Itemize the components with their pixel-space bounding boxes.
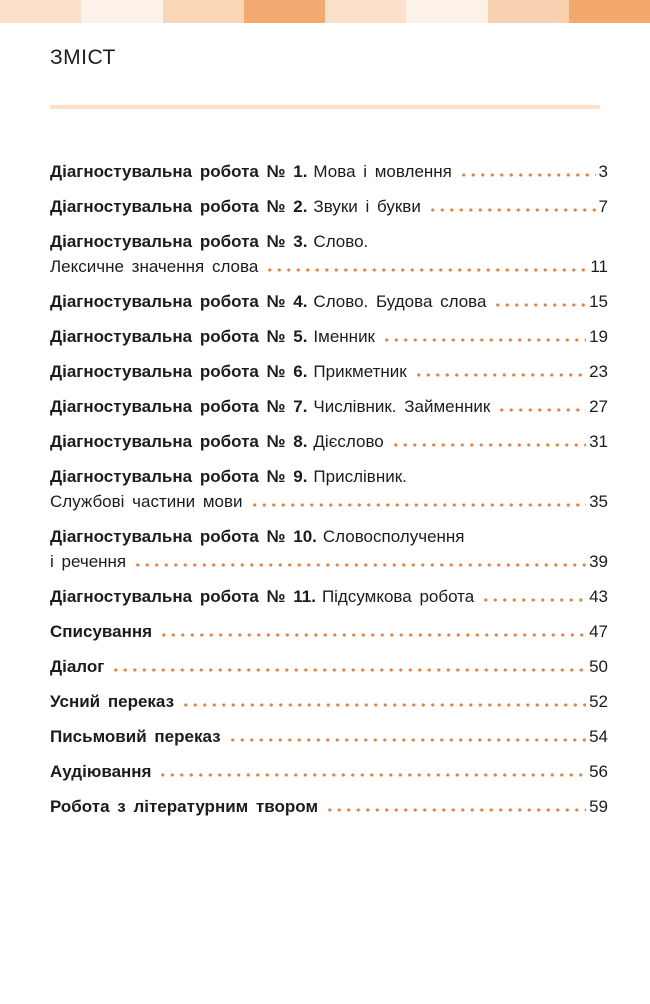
entry-subtitle: Звуки і букви <box>313 197 421 216</box>
entry-line <box>50 289 608 314</box>
page-number: 39 <box>589 552 608 571</box>
toc-entry <box>50 619 608 644</box>
toc-entry <box>50 229 608 279</box>
strip-block <box>569 0 650 23</box>
entry-subtitle: Прислівник. <box>313 467 407 486</box>
dotted-leader <box>382 338 586 342</box>
entry-line-1 <box>50 464 608 489</box>
entry-line-1 <box>50 524 608 549</box>
entry-line <box>50 619 608 644</box>
entry-subtitle: Словосполучення <box>322 527 465 546</box>
dotted-leader <box>497 408 586 412</box>
strip-block <box>0 0 81 23</box>
entry-line-2 <box>50 254 608 279</box>
entry-title: Робота з літературним твором <box>50 797 319 816</box>
entry-title: Списування <box>50 622 153 641</box>
strip-block <box>488 0 569 23</box>
entry-line <box>50 324 608 349</box>
entry-subtitle: Підсумкова робота <box>321 587 475 606</box>
page-number: 47 <box>589 622 608 641</box>
entry-subtitle: Прикметник <box>313 362 407 381</box>
entry-title: Діагностувальна робота № 2. <box>50 197 308 216</box>
page-number: 43 <box>589 587 608 606</box>
header-strip <box>0 0 650 23</box>
dotted-leader <box>428 208 596 212</box>
entry-line <box>50 654 608 679</box>
page-number: 56 <box>589 762 608 781</box>
entry-line <box>50 584 608 609</box>
entry-title: Усний переказ <box>50 692 175 711</box>
entry-title: Діагностувальна робота № 10. <box>50 527 317 546</box>
entry-subtitle: Слово. <box>313 232 369 251</box>
entry-title: Діагностувальна робота № 11. <box>50 587 316 606</box>
entry-title: Діагностувальна робота № 3. <box>50 232 308 251</box>
dotted-leader <box>414 373 586 377</box>
dotted-leader <box>459 173 596 177</box>
entry-line-2 <box>50 489 608 514</box>
entry-subtitle: і речення <box>50 552 127 571</box>
page-number: 31 <box>589 432 608 451</box>
entry-line <box>50 159 608 184</box>
entry-line <box>50 794 608 819</box>
toc-entry <box>50 429 608 454</box>
entry-title: Аудіювання <box>50 762 152 781</box>
page-title: ЗМІСТ <box>50 46 116 69</box>
entry-subtitle: Мова і мовлення <box>313 162 452 181</box>
entry-line <box>50 689 608 714</box>
entry-line <box>50 724 608 749</box>
page-number: 54 <box>589 727 608 746</box>
toc-entry <box>50 654 608 679</box>
strip-block <box>325 0 406 23</box>
page-number: 7 <box>598 197 608 216</box>
page-number: 59 <box>589 797 608 816</box>
dotted-leader <box>133 563 586 567</box>
page-number: 35 <box>589 492 608 511</box>
entry-subtitle: Дієслово <box>313 432 384 451</box>
entry-title: Діагностувальна робота № 6. <box>50 362 308 381</box>
dotted-leader <box>159 633 586 637</box>
strip-block <box>163 0 244 23</box>
page-number: 23 <box>589 362 608 381</box>
entry-title: Діагностувальна робота № 4. <box>50 292 308 311</box>
dotted-leader <box>158 773 586 777</box>
page-number: 27 <box>589 397 608 416</box>
entry-title: Діагностувальна робота № 1. <box>50 162 308 181</box>
divider <box>50 105 600 109</box>
toc-entry <box>50 584 608 609</box>
toc-entry <box>50 394 608 419</box>
toc-entry <box>50 524 608 574</box>
toc-entry <box>50 289 608 314</box>
dotted-leader <box>493 303 586 307</box>
entry-title: Письмовий переказ <box>50 727 221 746</box>
toc-entry <box>50 159 608 184</box>
entry-line <box>50 194 608 219</box>
page-number: 11 <box>590 257 608 276</box>
entry-line <box>50 394 608 419</box>
page-number: 3 <box>598 162 608 181</box>
dotted-leader <box>250 503 587 507</box>
strip-block <box>81 0 162 23</box>
entry-subtitle: Іменник <box>313 327 375 346</box>
entry-title: Діагностувальна робота № 8. <box>50 432 308 451</box>
entry-line-2 <box>50 549 608 574</box>
page-number: 52 <box>589 692 608 711</box>
entry-title: Діагностувальна робота № 9. <box>50 467 308 486</box>
dotted-leader <box>228 738 587 742</box>
toc-entry <box>50 794 608 819</box>
strip-block <box>406 0 487 23</box>
dotted-leader <box>391 443 586 447</box>
toc-list <box>50 159 608 819</box>
entry-line <box>50 759 608 784</box>
entry-line-1 <box>50 229 608 254</box>
dotted-leader <box>111 668 586 672</box>
dotted-leader <box>325 808 586 812</box>
entry-subtitle: Лексичне значення слова <box>50 257 259 276</box>
toc-entry <box>50 194 608 219</box>
dotted-leader <box>481 598 586 602</box>
toc-entry <box>50 724 608 749</box>
entry-title: Діагностувальна робота № 7. <box>50 397 308 416</box>
entry-title: Діагностувальна робота № 5. <box>50 327 308 346</box>
entry-line <box>50 429 608 454</box>
entry-subtitle: Службові частини мови <box>50 492 243 511</box>
toc-entry <box>50 759 608 784</box>
toc-entry <box>50 464 608 514</box>
page-number: 15 <box>589 292 608 311</box>
entry-subtitle: Слово. Будова слова <box>313 292 487 311</box>
strip-block <box>244 0 325 23</box>
dotted-leader <box>181 703 586 707</box>
toc-entry <box>50 689 608 714</box>
entry-subtitle: Числівник. Займенник <box>313 397 491 416</box>
page-number: 19 <box>589 327 608 346</box>
page-number: 50 <box>589 657 608 676</box>
dotted-leader <box>265 268 587 272</box>
entry-title: Діалог <box>50 657 105 676</box>
toc-entry <box>50 359 608 384</box>
toc-entry <box>50 324 608 349</box>
entry-line <box>50 359 608 384</box>
